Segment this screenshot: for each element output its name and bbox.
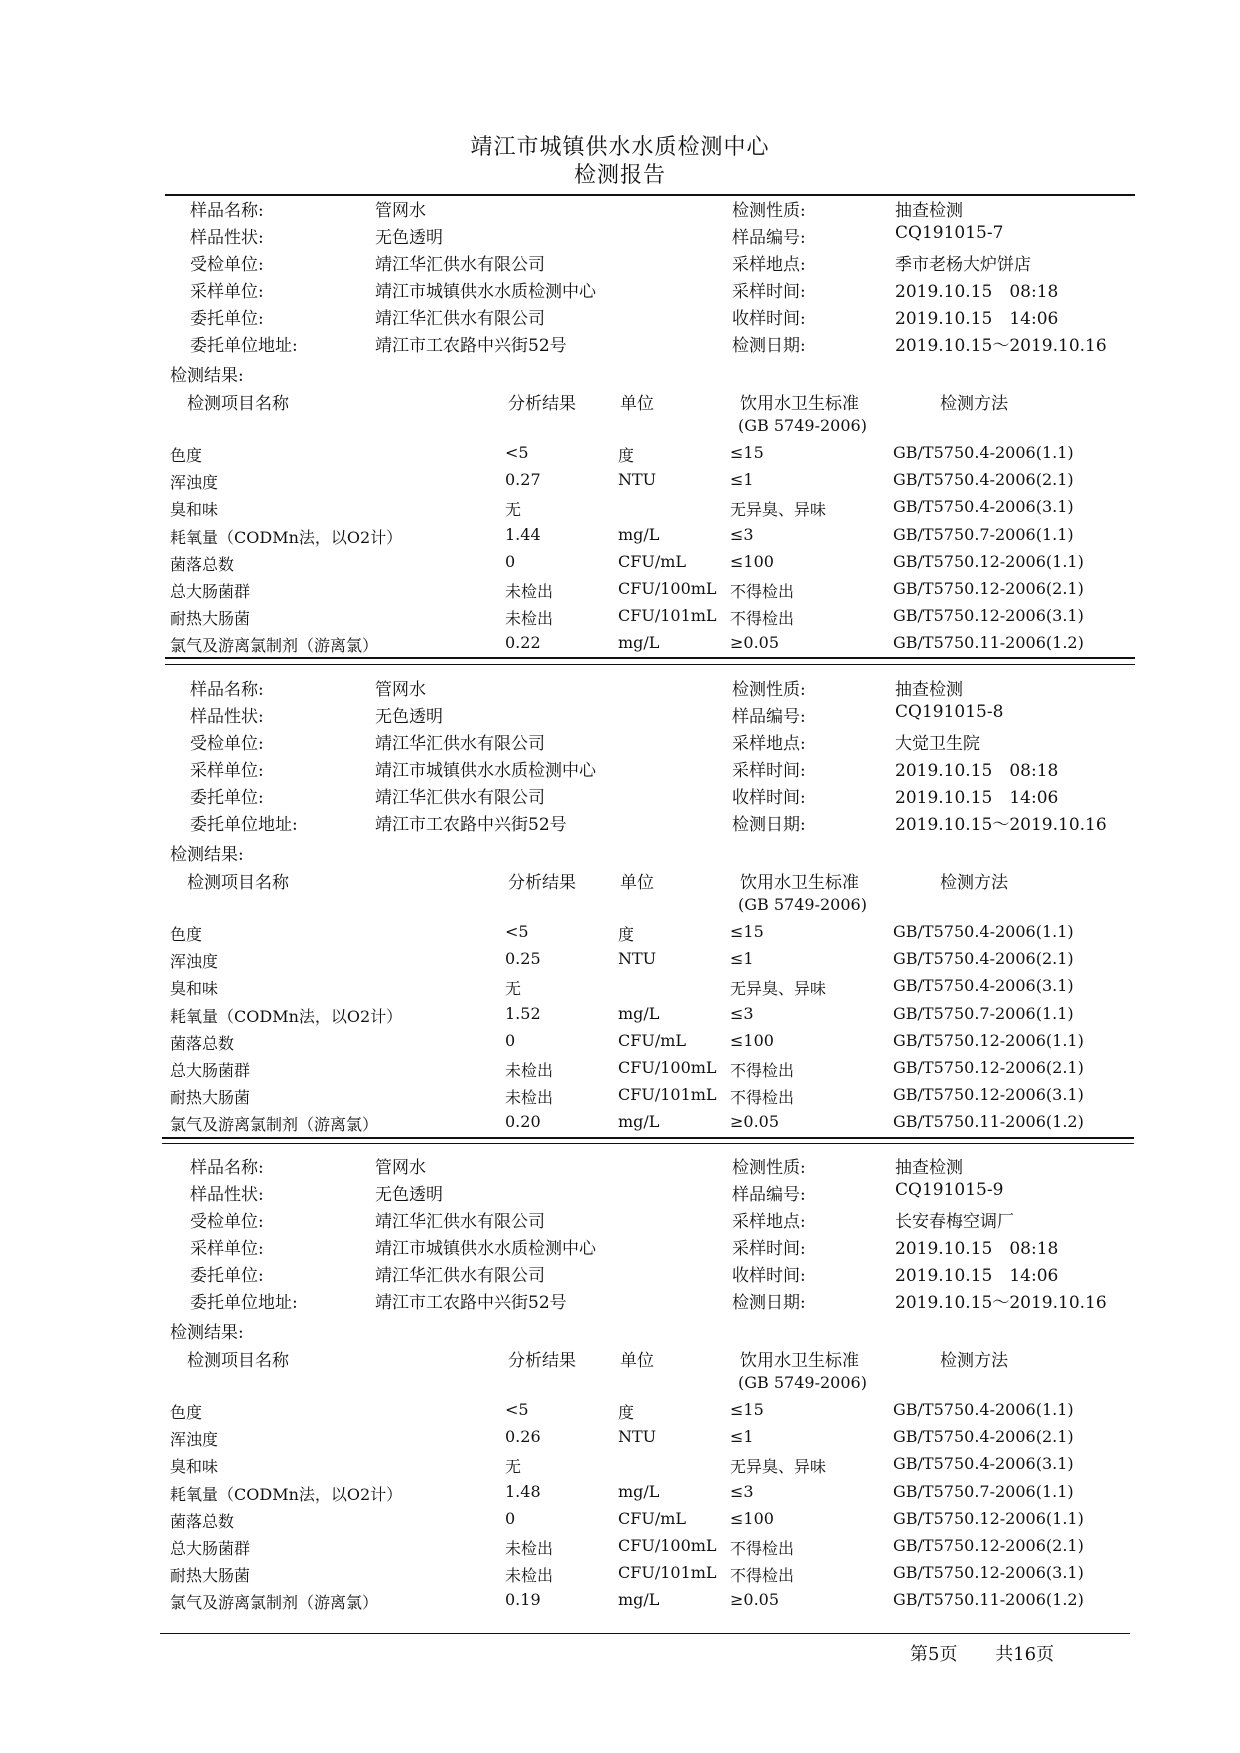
info-label-sampling-site: 采样地点:	[732, 734, 806, 754]
info-label-inspected-unit: 受检单位:	[190, 734, 264, 754]
row-unit: mg/L	[618, 633, 660, 653]
row-result: 未检出	[505, 582, 554, 601]
row-item-name: 色度	[170, 925, 203, 944]
info-value-test-nature: 抽查检测	[895, 680, 963, 700]
info-label-sample-no: 样品编号:	[732, 228, 806, 248]
row-item-name: 臭和味	[170, 1457, 219, 1477]
info-value-inspected-unit: 靖江华汇供水有限公司	[375, 255, 545, 275]
row-standard: 无异臭、异味	[730, 979, 827, 999]
row-method: GB/T5750.7-2006(1.1)	[893, 1003, 1074, 1023]
row-method: GB/T5750.4-2006(3.1)	[893, 1454, 1074, 1474]
row-standard: ≤1	[730, 1427, 754, 1447]
info-value-sampling-time: 2019.10.15 08:18	[895, 761, 1059, 781]
row-item-name: 总大肠菌群	[170, 1061, 251, 1080]
info-value-entrusting-unit: 靖江华汇供水有限公司	[375, 1266, 545, 1286]
info-label-sample-name: 样品名称:	[190, 201, 264, 221]
row-method: GB/T5750.12-2006(2.1)	[893, 579, 1084, 598]
info-value-inspected-unit: 靖江华汇供水有限公司	[375, 1212, 545, 1232]
row-standard: 不得检出	[730, 1539, 795, 1558]
row-method: GB/T5750.7-2006(1.1)	[893, 1481, 1074, 1501]
info-value-sample-state: 无色透明	[375, 228, 443, 248]
row-standard: ≤100	[730, 551, 774, 571]
row-method: GB/T5750.12-2006(2.1)	[893, 1536, 1084, 1555]
row-item-name: 耗氧量（CODMn法，以O2计）	[170, 1484, 403, 1504]
section-divider	[165, 194, 1135, 196]
row-item-name: 氯气及游离氯制剂（游离氯）	[170, 636, 379, 656]
row-method: GB/T5750.4-2006(3.1)	[893, 497, 1074, 517]
col-header-result: 分析结果	[508, 1351, 576, 1371]
row-item-name: 菌落总数	[170, 554, 235, 574]
row-standard: ≤15	[730, 922, 764, 941]
info-value-sample-name: 管网水	[375, 1158, 426, 1178]
info-label-sample-state: 样品性状:	[190, 707, 264, 727]
row-unit: NTU	[618, 1427, 657, 1447]
info-label-inspected-unit: 受检单位:	[190, 255, 264, 275]
page-footer	[910, 1640, 1086, 1666]
col-header-unit: 单位	[620, 873, 654, 893]
info-label-entrusting-address: 委托单位地址:	[190, 815, 298, 835]
col-header-item: 检测项目名称	[187, 873, 289, 893]
row-method: GB/T5750.12-2006(3.1)	[893, 606, 1084, 626]
info-label-sample-name: 样品名称:	[190, 680, 264, 700]
row-item-name: 耗氧量（CODMn法，以O2计）	[170, 1006, 403, 1026]
report-header	[0, 134, 1240, 190]
row-standard: 不得检出	[730, 582, 795, 601]
row-result: 未检出	[505, 1566, 554, 1586]
org-title: 靖江市城镇供水水质检测中心	[470, 135, 770, 160]
row-method: GB/T5750.12-2006(3.1)	[893, 1563, 1084, 1583]
row-method: GB/T5750.11-2006(1.2)	[893, 1590, 1084, 1610]
row-unit: CFU/100mL	[618, 1058, 717, 1077]
info-label-receiving-time: 收样时间:	[732, 309, 806, 329]
info-label-sample-state: 样品性状:	[190, 228, 264, 248]
info-value-receiving-time: 2019.10.15 14:06	[895, 1266, 1059, 1286]
info-value-sample-state: 无色透明	[375, 1185, 443, 1205]
info-label-test-nature: 检测性质:	[732, 680, 806, 700]
row-method: GB/T5750.11-2006(1.2)	[893, 633, 1084, 653]
col-header-std: 饮用水卫生标准	[740, 394, 859, 414]
col-header-std: 饮用水卫生标准	[740, 1351, 859, 1371]
info-value-entrusting-address: 靖江市工农路中兴街52号	[375, 1293, 567, 1313]
row-result: <5	[505, 922, 529, 941]
info-label-sampling-unit: 采样单位:	[190, 282, 264, 302]
row-unit: CFU/mL	[618, 1030, 687, 1050]
row-standard: ≥0.05	[730, 1112, 780, 1132]
info-value-test-date: 2019.10.15～2019.10.16	[895, 1293, 1107, 1313]
row-item-name: 色度	[170, 1403, 203, 1422]
row-result: 0.19	[505, 1590, 541, 1610]
info-label-test-date: 检测日期:	[732, 815, 806, 835]
row-result: 0.20	[505, 1112, 541, 1132]
row-item-name: 氯气及游离氯制剂（游离氯）	[170, 1115, 379, 1135]
results-label: 检测结果:	[170, 366, 244, 386]
row-standard: ≤1	[730, 949, 754, 969]
info-label-sampling-site: 采样地点:	[732, 1212, 806, 1232]
row-unit: mg/L	[618, 1003, 660, 1023]
row-standard: 不得检出	[730, 1061, 795, 1080]
row-result: 0.26	[505, 1427, 541, 1447]
row-method: GB/T5750.12-2006(1.1)	[893, 1030, 1084, 1050]
section-divider	[165, 657, 1135, 659]
info-value-sampling-unit: 靖江市城镇供水水质检测中心	[375, 761, 596, 781]
info-value-sampling-site: 长安春梅空调厂	[895, 1212, 1014, 1232]
section-divider	[165, 664, 1135, 665]
col-header-std-sub: (GB 5749-2006)	[738, 416, 867, 435]
info-value-test-nature: 抽查检测	[895, 1158, 963, 1178]
info-label-inspected-unit: 受检单位:	[190, 1212, 264, 1232]
row-standard: 不得检出	[730, 1566, 795, 1586]
row-item-name: 耐热大肠菌	[170, 1088, 251, 1108]
row-result: 未检出	[505, 609, 554, 629]
col-header-method: 检测方法	[940, 1351, 1008, 1371]
row-standard: ≤15	[730, 1400, 764, 1419]
row-standard: ≤100	[730, 1508, 774, 1528]
row-result: 无	[505, 500, 522, 520]
col-header-result: 分析结果	[508, 394, 576, 414]
row-method: GB/T5750.4-2006(2.1)	[893, 1427, 1074, 1447]
info-value-sampling-unit: 靖江市城镇供水水质检测中心	[375, 1239, 596, 1259]
row-method: GB/T5750.4-2006(1.1)	[893, 443, 1074, 462]
info-value-sample-no: CQ191015-8	[895, 702, 1004, 722]
info-value-test-nature: 抽查检测	[895, 201, 963, 221]
row-method: GB/T5750.4-2006(3.1)	[893, 976, 1074, 996]
info-label-sampling-unit: 采样单位:	[190, 761, 264, 781]
row-unit: CFU/mL	[618, 1508, 687, 1528]
row-unit: 度	[618, 925, 635, 944]
page-number: 第5页	[910, 1644, 958, 1665]
col-header-unit: 单位	[620, 1351, 654, 1371]
info-value-receiving-time: 2019.10.15 14:06	[895, 788, 1059, 808]
col-header-method: 检测方法	[940, 873, 1008, 893]
info-value-sample-no: CQ191015-9	[895, 1180, 1004, 1200]
row-unit: CFU/101mL	[618, 1563, 717, 1583]
col-header-std-sub: (GB 5749-2006)	[738, 895, 867, 914]
row-result: 0	[505, 1508, 516, 1528]
results-label: 检测结果:	[170, 845, 244, 865]
info-label-entrusting-unit: 委托单位:	[190, 309, 264, 329]
row-unit: NTU	[618, 949, 657, 969]
row-standard: ≤1	[730, 470, 754, 490]
row-item-name: 耗氧量（CODMn法，以O2计）	[170, 527, 403, 547]
row-item-name: 菌落总数	[170, 1511, 235, 1531]
row-item-name: 总大肠菌群	[170, 1539, 251, 1558]
info-label-sampling-site: 采样地点:	[732, 255, 806, 275]
info-value-test-date: 2019.10.15～2019.10.16	[895, 336, 1107, 356]
info-value-sample-name: 管网水	[375, 201, 426, 221]
info-label-test-date: 检测日期:	[732, 336, 806, 356]
info-label-sampling-time: 采样时间:	[732, 282, 806, 302]
info-label-sampling-time: 采样时间:	[732, 761, 806, 781]
row-result: 1.48	[505, 1481, 541, 1501]
info-value-sampling-site: 季市老杨大炉饼店	[895, 255, 1031, 275]
row-item-name: 耐热大肠菌	[170, 609, 251, 629]
row-method: GB/T5750.4-2006(1.1)	[893, 1400, 1074, 1419]
page-total: 共16页	[995, 1644, 1055, 1665]
info-label-receiving-time: 收样时间:	[732, 788, 806, 808]
row-standard: ≤15	[730, 443, 764, 462]
row-unit: mg/L	[618, 1481, 660, 1501]
row-standard: ≥0.05	[730, 633, 780, 653]
row-item-name: 菌落总数	[170, 1033, 235, 1053]
row-unit: 度	[618, 446, 635, 465]
info-value-test-date: 2019.10.15～2019.10.16	[895, 815, 1107, 835]
info-label-test-nature: 检测性质:	[732, 201, 806, 221]
info-value-sample-name: 管网水	[375, 680, 426, 700]
row-item-name: 臭和味	[170, 500, 219, 520]
info-value-sampling-site: 大觉卫生院	[895, 734, 980, 754]
row-unit: CFU/101mL	[618, 1085, 717, 1105]
row-unit: CFU/101mL	[618, 606, 717, 626]
row-result: 无	[505, 979, 522, 999]
row-method: GB/T5750.12-2006(1.1)	[893, 1508, 1084, 1528]
row-method: GB/T5750.12-2006(2.1)	[893, 1058, 1084, 1077]
info-value-sampling-time: 2019.10.15 08:18	[895, 282, 1059, 302]
row-unit: 度	[618, 1403, 635, 1422]
info-label-entrusting-address: 委托单位地址:	[190, 1293, 298, 1313]
info-label-sample-name: 样品名称:	[190, 1158, 264, 1178]
info-value-inspected-unit: 靖江华汇供水有限公司	[375, 734, 545, 754]
row-item-name: 总大肠菌群	[170, 582, 251, 601]
col-header-unit: 单位	[620, 394, 654, 414]
info-label-entrusting-unit: 委托单位:	[190, 788, 264, 808]
row-standard: ≤3	[730, 1481, 754, 1501]
col-header-item: 检测项目名称	[187, 1351, 289, 1371]
row-item-name: 浑浊度	[170, 952, 219, 972]
info-value-entrusting-unit: 靖江华汇供水有限公司	[375, 309, 545, 329]
row-result: 未检出	[505, 1088, 554, 1108]
row-unit: NTU	[618, 470, 657, 490]
row-result: 1.52	[505, 1003, 541, 1023]
row-standard: 无异臭、异味	[730, 500, 827, 520]
info-label-sample-no: 样品编号:	[732, 1185, 806, 1205]
row-result: 0	[505, 551, 516, 571]
row-standard: 不得检出	[730, 1088, 795, 1108]
row-result: 0.25	[505, 949, 541, 969]
row-method: GB/T5750.4-2006(2.1)	[893, 470, 1074, 490]
info-label-sampling-unit: 采样单位:	[190, 1239, 264, 1259]
col-header-std: 饮用水卫生标准	[740, 873, 859, 893]
row-unit: CFU/mL	[618, 551, 687, 571]
info-label-test-nature: 检测性质:	[732, 1158, 806, 1178]
info-label-sample-state: 样品性状:	[190, 1185, 264, 1205]
info-value-sample-no: CQ191015-7	[895, 223, 1004, 243]
info-label-receiving-time: 收样时间:	[732, 1266, 806, 1286]
section-divider	[162, 1137, 1134, 1139]
row-result: <5	[505, 1400, 529, 1419]
row-method: GB/T5750.12-2006(3.1)	[893, 1085, 1084, 1105]
row-standard: 不得检出	[730, 609, 795, 629]
row-method: GB/T5750.4-2006(1.1)	[893, 922, 1074, 941]
col-header-item: 检测项目名称	[187, 394, 289, 414]
col-header-method: 检测方法	[940, 394, 1008, 414]
row-standard: ≤100	[730, 1030, 774, 1050]
col-header-result: 分析结果	[508, 873, 576, 893]
results-label: 检测结果:	[170, 1323, 244, 1343]
info-label-sampling-time: 采样时间:	[732, 1239, 806, 1259]
info-value-entrusting-address: 靖江市工农路中兴街52号	[375, 336, 567, 356]
info-value-sampling-time: 2019.10.15 08:18	[895, 1239, 1059, 1259]
row-result: 0.27	[505, 470, 541, 490]
row-standard: 无异臭、异味	[730, 1457, 827, 1477]
info-label-entrusting-address: 委托单位地址:	[190, 336, 298, 356]
row-unit: mg/L	[618, 1112, 660, 1132]
row-result: 1.44	[505, 524, 541, 544]
row-unit: mg/L	[618, 524, 660, 544]
info-value-sample-state: 无色透明	[375, 707, 443, 727]
info-value-entrusting-address: 靖江市工农路中兴街52号	[375, 815, 567, 835]
row-standard: ≥0.05	[730, 1590, 780, 1610]
row-unit: mg/L	[618, 1590, 660, 1610]
row-method: GB/T5750.7-2006(1.1)	[893, 524, 1074, 544]
row-standard: ≤3	[730, 524, 754, 544]
row-item-name: 氯气及游离氯制剂（游离氯）	[170, 1593, 379, 1613]
row-result: 0.22	[505, 633, 541, 653]
row-item-name: 浑浊度	[170, 1430, 219, 1450]
row-result: 无	[505, 1457, 522, 1477]
bottom-rule	[160, 1633, 1130, 1634]
row-unit: CFU/100mL	[618, 1536, 717, 1555]
row-item-name: 色度	[170, 446, 203, 465]
info-value-entrusting-unit: 靖江华汇供水有限公司	[375, 788, 545, 808]
section-divider	[162, 1143, 1134, 1144]
row-method: GB/T5750.11-2006(1.2)	[893, 1112, 1084, 1132]
row-result: <5	[505, 443, 529, 462]
row-method: GB/T5750.12-2006(1.1)	[893, 551, 1084, 571]
info-label-sample-no: 样品编号:	[732, 707, 806, 727]
row-item-name: 浑浊度	[170, 473, 219, 493]
info-label-test-date: 检测日期:	[732, 1293, 806, 1313]
row-result: 0	[505, 1030, 516, 1050]
row-standard: ≤3	[730, 1003, 754, 1023]
row-result: 未检出	[505, 1539, 554, 1558]
info-value-receiving-time: 2019.10.15 14:06	[895, 309, 1059, 329]
row-result: 未检出	[505, 1061, 554, 1080]
report-title: 检测报告	[573, 163, 666, 188]
row-item-name: 臭和味	[170, 979, 219, 999]
row-unit: CFU/100mL	[618, 579, 717, 598]
row-method: GB/T5750.4-2006(2.1)	[893, 949, 1074, 969]
col-header-std-sub: (GB 5749-2006)	[738, 1373, 867, 1392]
row-item-name: 耐热大肠菌	[170, 1566, 251, 1586]
info-label-entrusting-unit: 委托单位:	[190, 1266, 264, 1286]
info-value-sampling-unit: 靖江市城镇供水水质检测中心	[375, 282, 596, 302]
